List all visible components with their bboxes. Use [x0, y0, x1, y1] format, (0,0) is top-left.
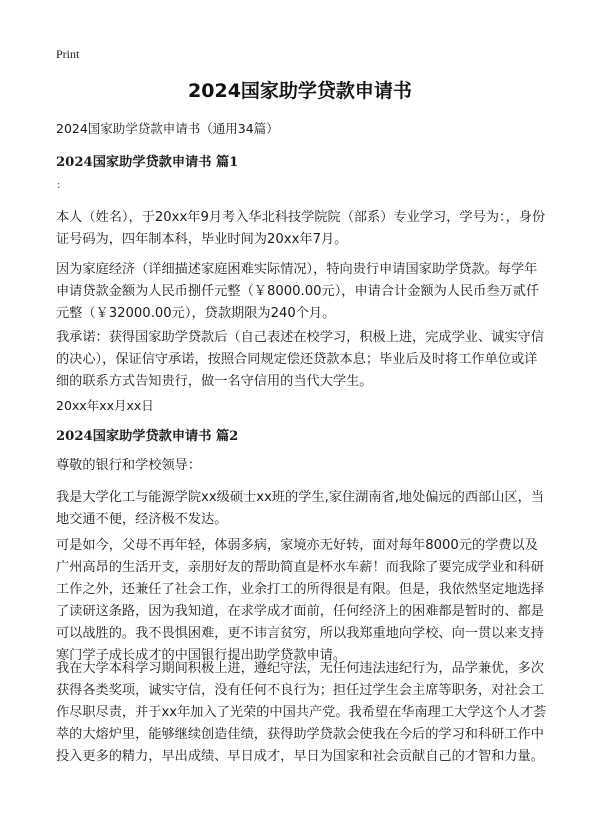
print-link[interactable]: Print: [56, 47, 80, 61]
page-title: 2024国家助学贷款申请书: [188, 80, 412, 102]
section-1-paragraph-1: 本人（姓名），于20xx年9月考入华北科技学院院（部系）专业学习，学号为：，身份证号码为，四年制本科，毕业时间为20xx年7月。: [56, 210, 546, 247]
section-1-date: 20xx年xx月xx日: [56, 398, 154, 413]
section-2-paragraph-3: 我在大学本科学习期间积极上进，遵纪守法，无任何违法违纪行为，品学兼优，多次获得各类奖项，诚实守信，没有任何不良行为；担任过学生会主席等职务，对社会工作尽职尽责，并于xx年加入了光荣的中国共产党。我希望在华南理工大学这个人才荟萃的大熔炉里，能够继续创造佳绩，获得助学贷款会使我在今后的学习和科研工作中投入更多的精力，早出成绩、早日成才，早日为国家和社会贡献自己的才智和力量。: [56, 661, 547, 764]
document-subtitle: 2024国家助学贷款申请书（通用34篇）: [56, 121, 279, 136]
section-1-heading: 2024国家助学贷款申请书 篇1: [56, 155, 239, 170]
section-1-paragraph-2: 因为家庭经济（详细描述家庭困难实际情况），特向贵行申请国家助学贷款。每学年申请贷款金额为人民币捌仟元整（￥8000.00元），申请合计金额为人民币叁万贰仟元整（￥32000.00元），贷款期限为240个月。: [56, 262, 540, 321]
section-2-paragraph-2: 可是如今，父母不再年轻，体弱多病，家境亦无好转，面对每年8000元的学费以及广州高昂的生活开支，亲朋好友的帮助简直是杯水车薪！而我除了要完成学业和科研工作之外，还兼任了社会工作，业余打工的所得很是有限。但是，我依然坚定地选择了读研这条路，因为我知道，在求学成才面前，任何经济上的困难都是暂时的、都是可以战胜的。我不畏惧困难，更不讳言贫穷，所以我郑重地向学校、向一贯以来支持寒门学子成长成才的中国银行提出助学贷款申请。: [56, 538, 544, 663]
section-2-heading: 2024国家助学贷款申请书 篇2: [56, 429, 239, 444]
section-1-marker: :: [57, 180, 61, 191]
section-1-paragraph-3: 我承诺：获得国家助学贷款后（自己表述在校学习，积极上进，完成学业、诚实守信的决心），保证信守承诺，按照合同规定偿还贷款本息；毕业后及时将工作单位或详细的联系方式告知贵行，做一名守信用的当代大学生。: [56, 330, 544, 389]
section-2-greeting: 尊敬的银行和学校领导：: [56, 458, 202, 473]
section-2-paragraph-1: 我是大学化工与能源学院xx级硕士xx班的学生,家住湖南省,地处偏远的西部山区，当地交通不便，经济极不发达。: [56, 490, 544, 527]
